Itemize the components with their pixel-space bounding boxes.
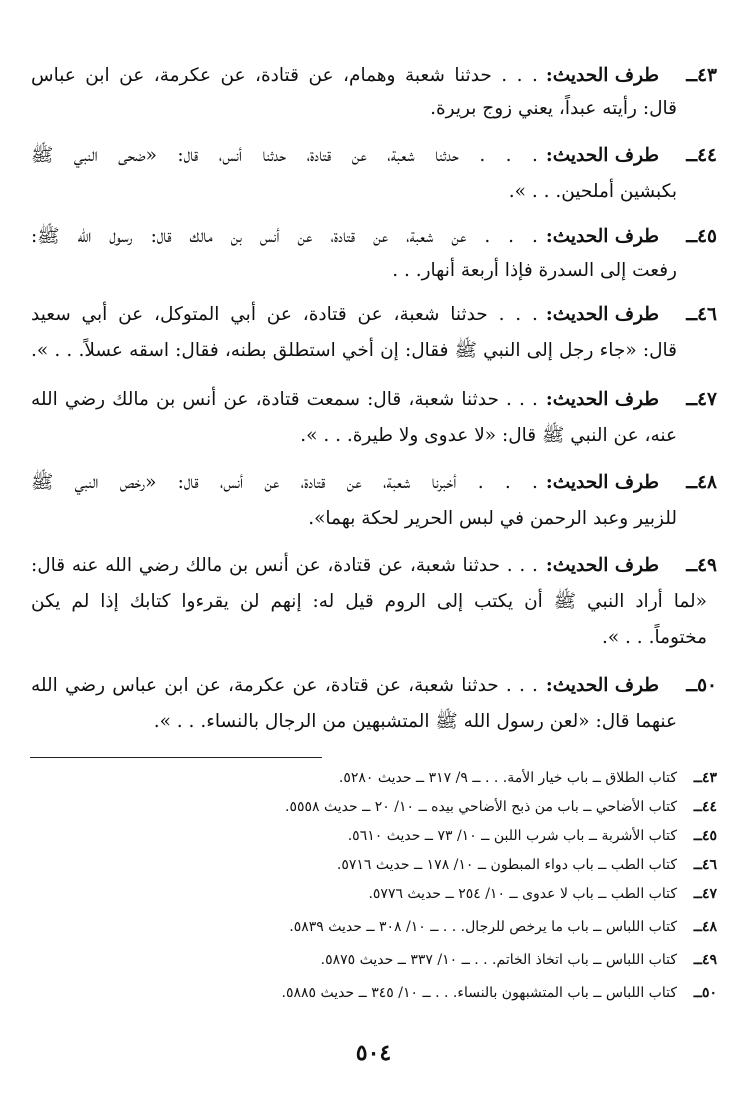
entry-continuation: رفعت إلى السدرة فإذا أربعة أنهار. . . bbox=[392, 260, 677, 281]
footnote bbox=[337, 851, 717, 879]
entry-continuation: بكبشين أملحين. . . ». bbox=[508, 181, 677, 202]
footnote bbox=[348, 822, 717, 850]
footnote-number: ٤٧ــ bbox=[693, 886, 717, 902]
entry-label: طرف الحديث: bbox=[545, 226, 659, 247]
entry-first-line bbox=[31, 58, 717, 94]
footnote-text: كتاب اللباس ــ باب المتشبهون بالنساء. . . ــ ١٠/ ٣٤٥ ــ حديث ٥٨٨٥. bbox=[281, 985, 677, 1001]
footnote bbox=[321, 946, 717, 974]
entry-first-line bbox=[31, 548, 717, 584]
entry-label: طرف الحديث: bbox=[545, 304, 659, 325]
entry-number: ٤٧ــ bbox=[686, 389, 717, 410]
footnote-text: كتاب الطلاق ــ باب خيار الأمة. . . ــ ٩/ ٣١٧ ــ حديث ٥٢٨٠. bbox=[338, 770, 677, 786]
footnote bbox=[285, 793, 717, 821]
footnote-separator bbox=[30, 757, 322, 758]
entry-label: طرف الحديث: bbox=[545, 65, 659, 86]
entry-number: ٤٤ــ bbox=[686, 145, 717, 166]
entry-text: . . . حدثنا شعبة، عن قتادة، عن عكرمة، عن ابن عباس رضي الله bbox=[31, 675, 538, 696]
footnote-number: ٤٣ــ bbox=[693, 770, 717, 786]
entry-first-line bbox=[31, 297, 717, 333]
entry-number: ٤٨ــ bbox=[686, 472, 717, 493]
entry-text: . . . حدثنا شعبة، عن قتادة، حدثنا أنس، قال: «ضحى النبي ﷺ bbox=[31, 145, 538, 166]
entry-continuation: مختوماً. . . ». bbox=[601, 627, 707, 648]
entry-number: ٥٠ــ bbox=[686, 675, 717, 696]
footnote-number: ٤٩ــ bbox=[693, 952, 717, 968]
footnote bbox=[281, 979, 717, 1007]
entry-label: طرف الحديث: bbox=[545, 389, 659, 410]
footnote bbox=[339, 764, 717, 792]
entry-continuation: عنه، عن النبي ﷺ قال: «لا عدوى ولا طيرة. . . ». bbox=[300, 425, 677, 446]
footnote-text: كتاب اللباس ــ باب ما يرخص للرجال. . . ــ ١٠/ ٣٠٨ ــ حديث ٥٨٣٩. bbox=[289, 919, 677, 935]
footnote-text: كتاب الطب ــ باب لا عدوى ــ ١٠/ ٢٥٤ ــ حديث ٥٧٧٦. bbox=[368, 886, 677, 902]
footnote bbox=[368, 880, 717, 908]
entry-continuation: «لما أراد النبي ﷺ أن يكتب إلى الروم قيل له: إنهم لن يقرءوا كتابك إذا لم يكن bbox=[31, 591, 707, 612]
entry-number: ٤٥ــ bbox=[686, 226, 717, 247]
entry-label: طرف الحديث: bbox=[545, 675, 659, 696]
footnote-text: كتاب اللباس ــ باب اتخاذ الخاتم. . . ــ ١٠/ ٣٣٧ ــ حديث ٥٨٧٥. bbox=[320, 952, 677, 968]
entry-continuation: قال: رأيته عبداً، يعني زوج بريرة. bbox=[430, 98, 677, 119]
entry-continuation: عنهما قال: «لعن رسول الله ﷺ المتشبهين من الرجال بالنساء. . . ». bbox=[153, 711, 677, 732]
footnote-text: كتاب الأضاحي ــ باب من ذبح الأضاحي بيده ــ ١٠/ ٢٠ ــ حديث ٥٥٥٨. bbox=[285, 799, 677, 815]
footnote-number: ٤٦ــ bbox=[693, 857, 717, 873]
entry-label: طرف الحديث: bbox=[545, 472, 659, 493]
entry-number: ٤٣ــ bbox=[686, 65, 717, 86]
footnote-number: ٤٨ــ bbox=[693, 919, 717, 935]
footnote-number: ٤٥ــ bbox=[693, 828, 717, 844]
entry-text: . . . حدثنا شعبة، عن قتادة، عن أنس بن مالك رضي الله عنه قال: bbox=[31, 555, 538, 576]
entry-text: . . . أخبرنا شعبة، عن قتادة، عن أنس، قال: «رخص النبي ﷺ bbox=[31, 472, 538, 493]
footnote-text: كتاب الطب ــ باب دواء المبطون ــ ١٠/ ١٧٨ ــ حديث ٥٧١٦. bbox=[336, 857, 677, 873]
entry-number: ٤٦ــ bbox=[686, 304, 717, 325]
entry-label: طرف الحديث: bbox=[545, 145, 659, 166]
entry-number: ٤٩ــ bbox=[686, 555, 717, 576]
entry-continuation: للزبير وعبد الرحمن في لبس الحرير لحكة بهما». bbox=[308, 508, 677, 529]
entry-text: . . . حدثنا شعبة، عن قتادة، عن أبي المتوكل، عن أبي سعيد bbox=[31, 304, 538, 325]
entry-text: . . . حدثنا شعبة وهمام، عن قتادة، عن عكرمة، عن ابن عباس bbox=[31, 65, 538, 86]
footnote-number: ٥٠ــ bbox=[693, 985, 717, 1001]
footnote bbox=[289, 913, 717, 941]
entry-first-line bbox=[31, 138, 717, 174]
footnote-number: ٤٤ــ bbox=[693, 799, 717, 815]
entry-text: . . . حدثنا شعبة، قال: سمعت قتادة، عن أنس بن مالك رضي الله bbox=[31, 389, 538, 410]
footnote-text: كتاب الأشربة ــ باب شرب اللبن ــ ١٠/ ٧٣ ــ حديث ٥٦١٠. bbox=[347, 828, 677, 844]
page-number: ٥٠٤ bbox=[355, 1040, 392, 1066]
entry-first-line bbox=[31, 382, 717, 418]
entry-label: طرف الحديث: bbox=[545, 555, 659, 576]
entry-first-line bbox=[31, 465, 717, 501]
entry-first-line bbox=[31, 668, 717, 704]
entry-text: . . . عن شعبة، عن قتادة، عن أنس بن مالك قال: رسول الله ﷺ: bbox=[31, 226, 538, 247]
entry-continuation: قال: «جاء رجل إلى النبي ﷺ فقال: إن أخي استطلق بطنه، فقال: اسقه عسلاً. . . ». bbox=[31, 340, 677, 361]
entry-first-line bbox=[31, 219, 717, 255]
